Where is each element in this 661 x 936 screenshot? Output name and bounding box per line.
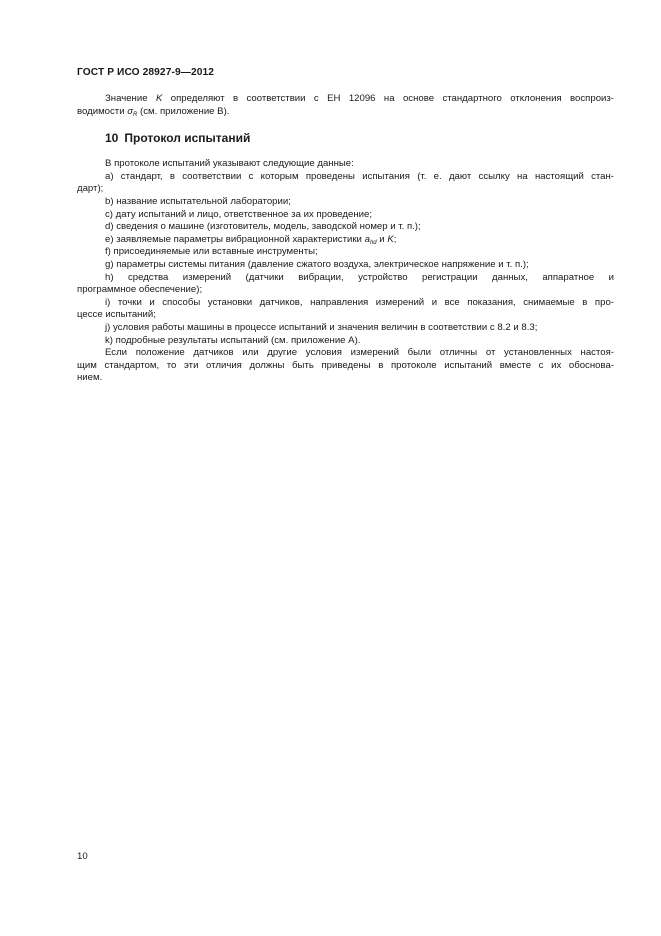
section-number: 10 <box>105 131 119 146</box>
intro-line-1 <box>77 93 614 106</box>
symbol-a: a <box>364 233 370 245</box>
list-item-e <box>77 234 614 247</box>
list-text: e) заявляемые параметры вибрационной характеристики <box>105 233 365 245</box>
list-item-d: d) сведения о машине (изготовитель, модель, заводской номер и т. п.); <box>105 221 421 233</box>
list-item-g: g) параметры системы питания (давление сжатого воздуха, электрическое напряжение и т. п.); <box>105 258 529 270</box>
list-text: и <box>376 233 388 245</box>
intro-text: определяют в соответствии с ЕН 12096 на основе стандартного отклонения воспроиз- <box>162 93 614 104</box>
document-header: ГОСТ Р ИСО 28927-9—2012 <box>77 67 215 78</box>
symbol-k: K <box>387 233 394 245</box>
symbol-k: K <box>155 93 163 104</box>
symbol-sigma-subscript: R <box>133 111 138 118</box>
section-title: Протокол испытаний <box>124 131 251 146</box>
intro-text: водимости <box>77 105 128 117</box>
symbol-a-subscript: hd <box>369 239 377 246</box>
intro-text: Значение <box>105 93 156 104</box>
intro-line-2 <box>77 106 614 119</box>
list-item-f: f) присоединяемые или вставные инструменты; <box>105 246 318 258</box>
list-item-b: b) название испытательной лаборатории; <box>105 195 291 207</box>
closing-line-1: Если положение датчиков или другие условия измерений были отличны от установленных настоя- <box>105 347 614 359</box>
list-item-j: j) условия работы машины в процессе испытаний и значения величин в соответствии с 8.2 и 8.3; <box>105 321 538 333</box>
symbol-sigma: σ <box>127 105 134 117</box>
list-item-a: a) стандарт, в соответствии с которым проведены испытания (т. е. дают ссылку на настоящий стан- <box>105 170 614 182</box>
list-item-k: k) подробные результаты испытаний (см. приложение А). <box>105 334 361 346</box>
list-text: ; <box>393 233 397 245</box>
list-item-h: h) средства измерений (датчики вибрации, устройство регистрации данных, аппаратное и <box>105 271 614 283</box>
intro-text: (см. приложение В). <box>137 105 230 117</box>
list-item-i: i) точки и способы установки датчиков, направления измерений и все показания, снимаемые в про- <box>105 296 614 308</box>
page-content <box>77 93 614 385</box>
closing-line-2: щим стандартом, то эти отличия должны быть приведены в протоколе испытаний вместе с их обоснова- <box>77 359 614 371</box>
list-item-c: c) дату испытаний и лицо, ответственное за их проведение; <box>105 208 372 220</box>
list-item-h-cont: программное обеспечение); <box>77 284 203 296</box>
closing-line-3: нием. <box>77 372 103 384</box>
section-heading <box>105 131 614 146</box>
list-item-a-cont: дарт); <box>77 183 104 195</box>
list-item-i-cont: цессе испытаний; <box>77 309 156 321</box>
page-number: 10 <box>77 851 88 862</box>
protocol-lead: В протоколе испытаний указывают следующие данные: <box>105 158 354 170</box>
